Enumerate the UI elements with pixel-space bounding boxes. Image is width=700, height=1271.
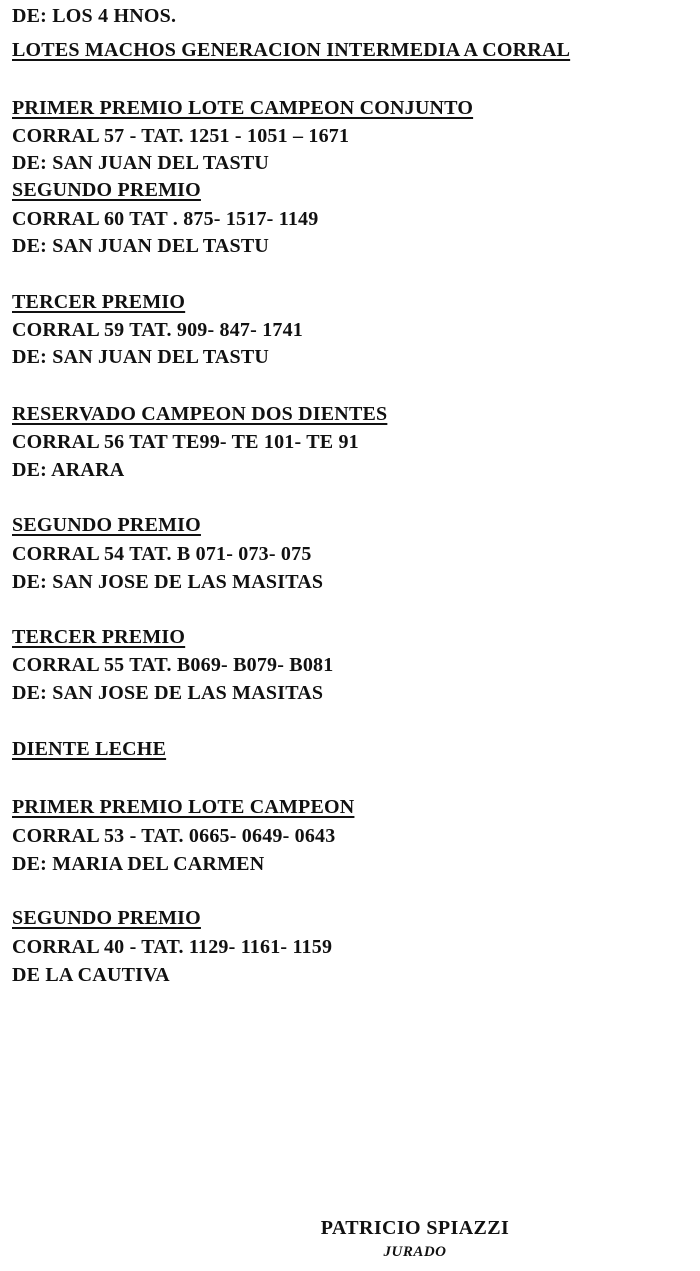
entry-origin: DE: MARIA DEL CARMEN [12, 853, 265, 875]
entry-title: PRIMER PREMIO LOTE CAMPEON [12, 796, 355, 818]
entry-title: RESERVADO CAMPEON DOS DIENTES [12, 403, 388, 425]
entry-corral: CORRAL 56 TAT TE99- TE 101- TE 91 [12, 431, 359, 453]
entry-origin: DE: SAN JUAN DEL TASTU [12, 152, 270, 174]
entry-corral: CORRAL 53 - TAT. 0665- 0649- 0643 [12, 825, 336, 847]
entry-origin: DE LA CAUTIVA [12, 964, 170, 986]
entry-corral: CORRAL 59 TAT. 909- 847- 1741 [12, 319, 303, 341]
entry-corral: CORRAL 60 TAT . 875- 1517- 1149 [12, 208, 319, 230]
category-title: LOTES MACHOS GENERACION INTERMEDIA A CORRAL [12, 39, 571, 61]
entry-title: TERCER PREMIO [12, 291, 186, 313]
entry-corral: CORRAL 54 TAT. B 071- 073- 075 [12, 543, 312, 565]
entry-origin: DE: ARARA [12, 459, 125, 481]
signer-role: JURADO [383, 1244, 447, 1260]
entry-origin: DE: SAN JUAN DEL TASTU [12, 346, 270, 368]
entry-origin: DE: SAN JOSE DE LAS MASITAS [12, 682, 324, 704]
from-line: DE: LOS 4 HNOS. [12, 5, 177, 27]
entry-title: TERCER PREMIO [12, 626, 186, 648]
entry-title: SEGUNDO PREMIO [12, 907, 201, 929]
entry-corral: CORRAL 40 - TAT. 1129- 1161- 1159 [12, 936, 333, 958]
subcategory-title: DIENTE LECHE [12, 738, 167, 760]
entry-title: SEGUNDO PREMIO [12, 514, 201, 536]
entry-title: PRIMER PREMIO LOTE CAMPEON CONJUNTO [12, 97, 474, 119]
entry-origin: DE: SAN JUAN DEL TASTU [12, 235, 270, 257]
entry-origin: DE: SAN JOSE DE LAS MASITAS [12, 571, 324, 593]
entry-corral: CORRAL 57 - TAT. 1251 - 1051 – 1671 [12, 125, 350, 147]
signer-name: PATRICIO SPIAZZI [320, 1217, 510, 1239]
entry-corral: CORRAL 55 TAT. B069- B079- B081 [12, 654, 334, 676]
entry-title: SEGUNDO PREMIO [12, 179, 201, 201]
